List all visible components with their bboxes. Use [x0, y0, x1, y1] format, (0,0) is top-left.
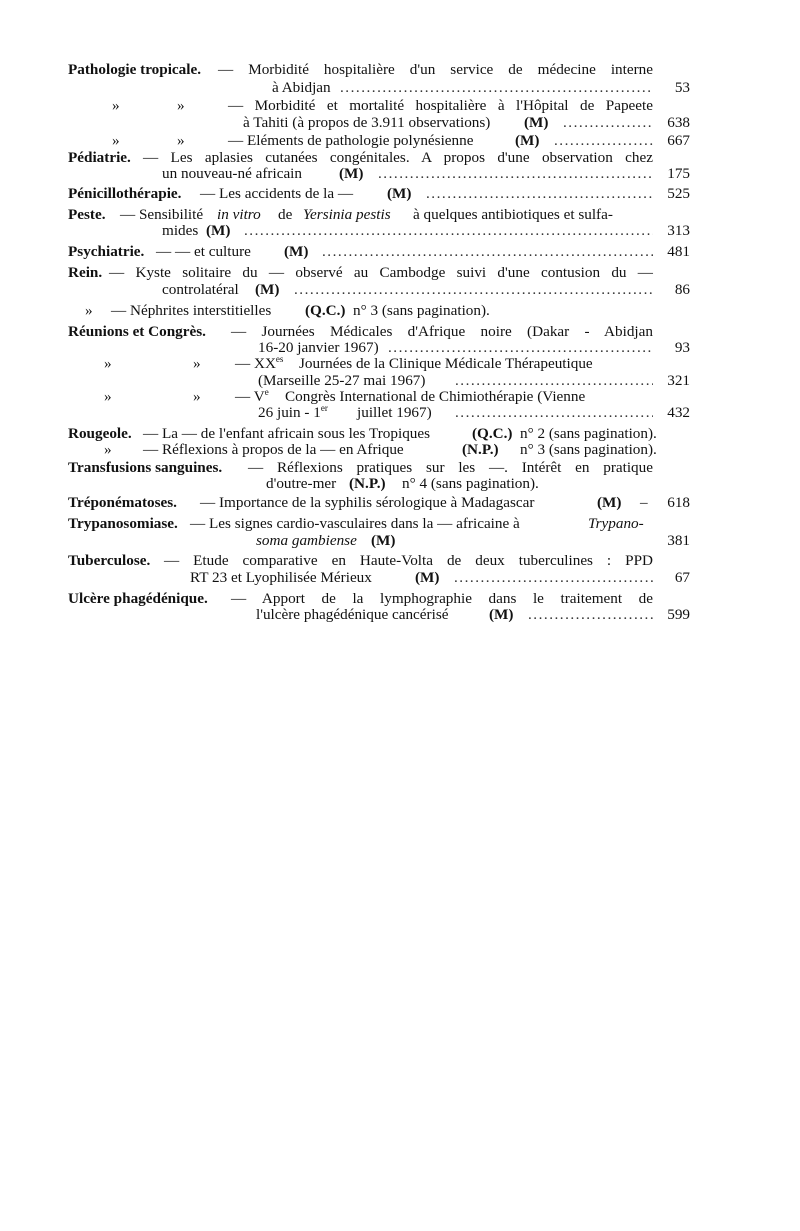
index-entry-line [0, 568, 800, 588]
page-number: 67 [674, 569, 690, 586]
leader-dots [294, 280, 653, 300]
page-number: 599 [667, 606, 690, 623]
ditto-mark: » [112, 132, 120, 149]
page-number: 93 [674, 339, 690, 356]
marker-m: (M) [415, 569, 440, 586]
page-number: 432 [667, 404, 690, 421]
leader-dots [454, 568, 653, 588]
entry-date-end: juillet 1967) [357, 404, 432, 421]
marker-np: (N.P.) [462, 441, 499, 458]
entry-heading: Pénicillothérapie. [68, 185, 182, 202]
page-number: 175 [667, 165, 690, 182]
entry-title: — — et culture [156, 243, 251, 260]
marker-m: (M) [255, 281, 280, 298]
marker-m: (M) [206, 222, 231, 239]
entry-heading: Psychiatrie. [68, 243, 145, 260]
index-entry-line [0, 242, 800, 262]
entry-date-start: 26 juin - 1 [258, 404, 321, 421]
entry-title: — Néphrites interstitielles [111, 302, 272, 319]
marker-qc: (Q.C.) [472, 425, 513, 442]
marker-m: (M) [371, 532, 396, 549]
entry-heading: Tuberculose. [68, 552, 151, 569]
superscript: e [264, 387, 269, 397]
entry-title-continued: à Tahiti (à propos de 3.911 observations) [243, 114, 491, 131]
entry-title-continued: mides [162, 222, 199, 239]
ditto-mark: » [112, 97, 120, 114]
entry-title: — Etude comparative en Haute-Volta de deux tuberculines : PPD [164, 552, 653, 569]
entry-title-italic: Yersinia pestis [303, 206, 391, 223]
page-number: 667 [667, 132, 690, 149]
leader-dots [426, 184, 653, 204]
entry-title: — Importance de la syphilis sérologique à Madagascar [200, 494, 535, 511]
entry-title-continued: RT 23 et Lyophilisée Mérieux [190, 569, 372, 586]
entry-heading: Trypanosomiase. [68, 515, 178, 532]
entry-title: Journées de la Clinique Médicale Thérapeutique [299, 355, 593, 372]
entry-title: — La — de l'enfant africain sous les Tropiques [143, 425, 431, 442]
entry-title: — Morbidité hospitalière d'un service de médecine interne [218, 61, 653, 78]
index-entry-line [0, 60, 800, 80]
marker-m: (M) [597, 494, 622, 511]
marker-qc: (Q.C.) [305, 302, 346, 319]
ditto-mark: » [193, 388, 201, 405]
entry-heading: Rougeole. [68, 425, 132, 442]
entry-title: de [278, 206, 293, 223]
marker-m: (M) [515, 132, 540, 149]
marker-m: (M) [489, 606, 514, 623]
index-entry-line [0, 184, 800, 204]
marker-m: (M) [339, 165, 364, 182]
ditto-mark: » [104, 388, 112, 405]
entry-title-continued: à Abidjan [272, 79, 331, 96]
ditto-mark: » [177, 132, 185, 149]
page-number: 525 [667, 185, 690, 202]
entry-title-continued: l'ulcère phagédénique cancérisé [256, 606, 449, 623]
entry-title: Congrès International de Chimiothérapie (Vienne [285, 388, 586, 405]
entry-note: n° 3 (sans pagination). [353, 302, 490, 319]
marker-m: (M) [524, 114, 549, 131]
leader-dots [455, 403, 653, 423]
entry-title: — Les signes cardio-vasculaires dans la — africaine à [190, 515, 520, 532]
entry-title: — Sensibilité [120, 206, 204, 223]
page-number: 638 [667, 114, 690, 131]
index-entry-line [0, 605, 800, 625]
marker-m: (M) [387, 185, 412, 202]
entry-title: — Journées Médicales d'Afrique noire (Dakar - Abidjan [231, 323, 653, 340]
entry-title: — Kyste solitaire du — observé au Cambodge suivi d'une contusion du — [109, 264, 653, 281]
index-entry-line [0, 301, 800, 321]
entry-heading: Transfusions sanguines. [68, 459, 223, 476]
page-number: 481 [667, 243, 690, 260]
ditto-mark: » [177, 97, 185, 114]
entry-title-continued: d'outre-mer [266, 475, 337, 492]
page-number: 86 [674, 281, 690, 298]
entry-note: n° 3 (sans pagination). [520, 441, 657, 458]
index-entry-line [0, 474, 800, 494]
ditto-mark: » [104, 355, 112, 372]
entry-title-italic: soma gambiense [256, 532, 357, 549]
ditto-mark: » [85, 302, 93, 319]
leader-dots [378, 164, 653, 184]
ditto-mark: » [193, 355, 201, 372]
index-entry-line [0, 531, 800, 551]
entry-heading: Tréponématoses. [68, 494, 177, 511]
index-entry-line [0, 280, 800, 300]
ditto-mark: » [104, 441, 112, 458]
superscript: er [320, 403, 328, 413]
entry-title-italic: in vitro [217, 206, 261, 223]
entry-title-continued [258, 403, 328, 423]
entry-note: n° 2 (sans pagination). [520, 425, 657, 442]
entry-heading: Rein. [68, 264, 103, 281]
marker-np: (N.P.) [349, 475, 386, 492]
entry-title: — Réflexions à propos de la — en Afrique [143, 441, 404, 458]
page-number: 381 [667, 532, 690, 549]
entry-title-continued: 16-20 janvier 1967) [258, 339, 379, 356]
entry-title-continued: (Marseille 25-27 mai 1967) [258, 372, 426, 389]
entry-title: — Les accidents de la — [200, 185, 354, 202]
page-number: 321 [667, 372, 690, 389]
leader-dots [244, 221, 653, 241]
entry-note: n° 4 (sans pagination). [402, 475, 539, 492]
marker-m: (M) [284, 243, 309, 260]
entry-heading: Ulcère phagédénique. [68, 590, 208, 607]
entry-title: — Apport de la lymphographie dans le traitement de [231, 590, 653, 607]
entry-title-continued: un nouveau-né africain [162, 165, 302, 182]
entry-title-italic: Trypano- [588, 515, 644, 532]
leader-dots [340, 78, 653, 98]
index-entry-line [0, 221, 800, 241]
entry-title: — Morbidité et mortalité hospitalière à l'Hôpital de Papeete [228, 97, 653, 114]
index-entry-line [0, 78, 800, 98]
entry-heading: Réunions et Congrès. [68, 323, 206, 340]
entry-title-prefix: — XX [235, 355, 276, 372]
index-entry-line [0, 493, 800, 513]
index-entry-line [0, 403, 800, 423]
page-number: 53 [674, 79, 690, 96]
entry-dash: – [640, 494, 648, 511]
superscript: es [275, 354, 284, 364]
entry-title: à quelques antibiotiques et sulfa- [413, 206, 613, 223]
entry-title: — Eléments de pathologie polynésienne [228, 132, 474, 149]
entry-heading: Pathologie tropicale. [68, 61, 202, 78]
index-entry-line [0, 440, 800, 460]
entry-title-continued: controlatéral [162, 281, 239, 298]
page-number: 618 [667, 494, 690, 511]
index-entry-line [0, 164, 800, 184]
leader-dots [322, 242, 653, 262]
entry-title-prefix: — V [235, 388, 265, 405]
index-entry-line [0, 113, 800, 133]
entry-heading: Pédiatrie. [68, 149, 131, 166]
entry-title: — Les aplasies cutanées congénitales. A propos d'une observation chez [143, 149, 653, 166]
page-number: 313 [667, 222, 690, 239]
entry-heading: Peste. [68, 206, 106, 223]
entry-title: — Réflexions pratiques sur les —. Intérêt en pratique [248, 459, 653, 476]
